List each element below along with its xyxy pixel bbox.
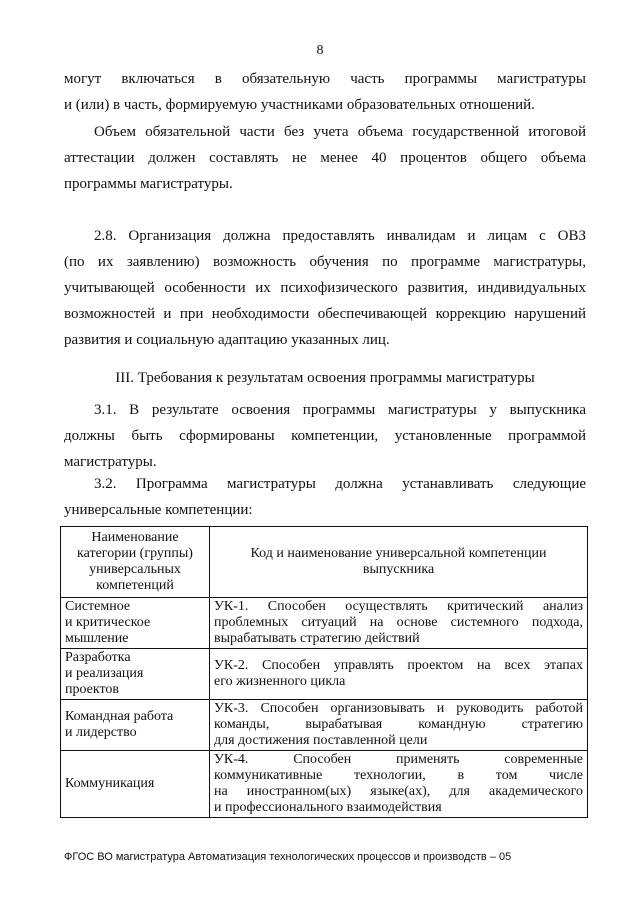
category-cell xyxy=(61,700,210,751)
page-footer: ФГОС ВО магистратура Автоматизация технологических процессов и производств – 05 xyxy=(64,851,512,863)
table-row xyxy=(61,649,588,700)
text-line: могут включаться в обязательную часть программы магистратуры xyxy=(64,71,586,87)
cell-line: для достижения поставленной цели xyxy=(214,733,428,748)
header-line: универсальных xyxy=(89,562,181,577)
paragraph-continuation xyxy=(64,66,586,118)
category-cell xyxy=(61,598,210,649)
cell-line: вырабатывать стратегию действий xyxy=(214,631,420,646)
table-header-row xyxy=(61,527,588,598)
cell-line: коммуникативные технологии, в том числе xyxy=(214,768,583,783)
cell-line: и реализация xyxy=(65,666,144,681)
paragraph-3-2 xyxy=(64,471,586,523)
paragraph-3-1 xyxy=(64,397,586,475)
cell-line: и критическое xyxy=(65,615,151,630)
table-row xyxy=(61,598,588,649)
page-number: 8 xyxy=(316,43,324,58)
text-line: учитывающей особенности их психофизического развития, индивидуальных xyxy=(64,280,586,296)
cell-line: на иностранном(ых) языке(ах), для академического xyxy=(214,784,583,799)
cell-line: Системное xyxy=(65,599,131,614)
table-row xyxy=(61,700,588,751)
paragraph-2-8 xyxy=(64,223,586,353)
cell-line: УК-2. Способен управлять проектом на всех этапах xyxy=(214,658,583,673)
table-row xyxy=(61,751,588,818)
header-line: Код и наименование универсальной компетенции xyxy=(250,546,547,561)
text-line: 3.2. Программа магистратуры должна устанавливать следующие xyxy=(94,476,586,492)
header-category-cell xyxy=(61,527,210,598)
section-heading: III. Требования к результатам освоения программы магистратуры xyxy=(115,370,535,386)
text-line: универсальные компетенции: xyxy=(64,502,253,518)
header-line: категории (группы) xyxy=(77,546,193,561)
text-line: возможностей и при необходимости обеспечивающей коррекцию нарушений xyxy=(64,306,586,322)
cell-line: проектов xyxy=(65,682,120,697)
cell-line: УК-1. Способен осуществлять критический анализ xyxy=(214,599,583,614)
cell-line: Командная работа xyxy=(65,709,174,724)
cell-line: Коммуникация xyxy=(65,776,155,791)
text-line: должны быть сформированы компетенции, установленные программой xyxy=(64,428,586,444)
header-line: компетенций xyxy=(96,578,174,593)
cell-line: и профессионального взаимодействия xyxy=(214,800,442,815)
paragraph-mandatory-volume xyxy=(64,119,586,197)
cell-line: УК-3. Способен организовывать и руководить работой xyxy=(214,701,583,716)
text-line: программы магистратуры. xyxy=(64,176,233,192)
description-cell xyxy=(210,598,588,649)
text-line: 3.1. В результате освоения программы магистратуры у выпускника xyxy=(94,402,586,418)
text-line: и (или) в часть, формируемую участниками образовательных отношений. xyxy=(64,97,535,113)
cell-line: мышление xyxy=(65,631,129,646)
description-cell xyxy=(210,751,588,818)
text-line: (по их заявлению) возможность обучения по программе магистратуры, xyxy=(64,254,586,270)
text-line: развития и социальную адаптацию указанных лиц. xyxy=(64,332,390,348)
header-line: Наименование xyxy=(91,530,179,545)
category-cell xyxy=(61,649,210,700)
cell-line: УК-4. Способен применять современные xyxy=(214,752,583,767)
description-cell xyxy=(210,700,588,751)
header-code-cell xyxy=(210,527,588,598)
cell-line: команды, вырабатывая командную стратегию xyxy=(214,717,583,732)
cell-line: и лидерство xyxy=(65,725,137,740)
description-cell xyxy=(210,649,588,700)
text-line: 2.8. Организация должна предоставлять инвалидам и лицам с ОВЗ xyxy=(94,228,586,244)
cell-line: его жизненного цикла xyxy=(214,674,346,689)
text-line: магистратуры. xyxy=(64,454,157,470)
header-line: выпускника xyxy=(362,562,435,577)
cell-line: проблемных ситуаций на основе системного подхода, xyxy=(214,615,583,630)
text-line: Объем обязательной части без учета объема государственной итоговой xyxy=(94,124,586,140)
competencies-table xyxy=(60,526,588,818)
cell-line: Разработка xyxy=(65,650,131,665)
category-cell xyxy=(61,751,210,818)
text-line: аттестации должен составлять не менее 40 процентов общего объема xyxy=(64,150,586,166)
